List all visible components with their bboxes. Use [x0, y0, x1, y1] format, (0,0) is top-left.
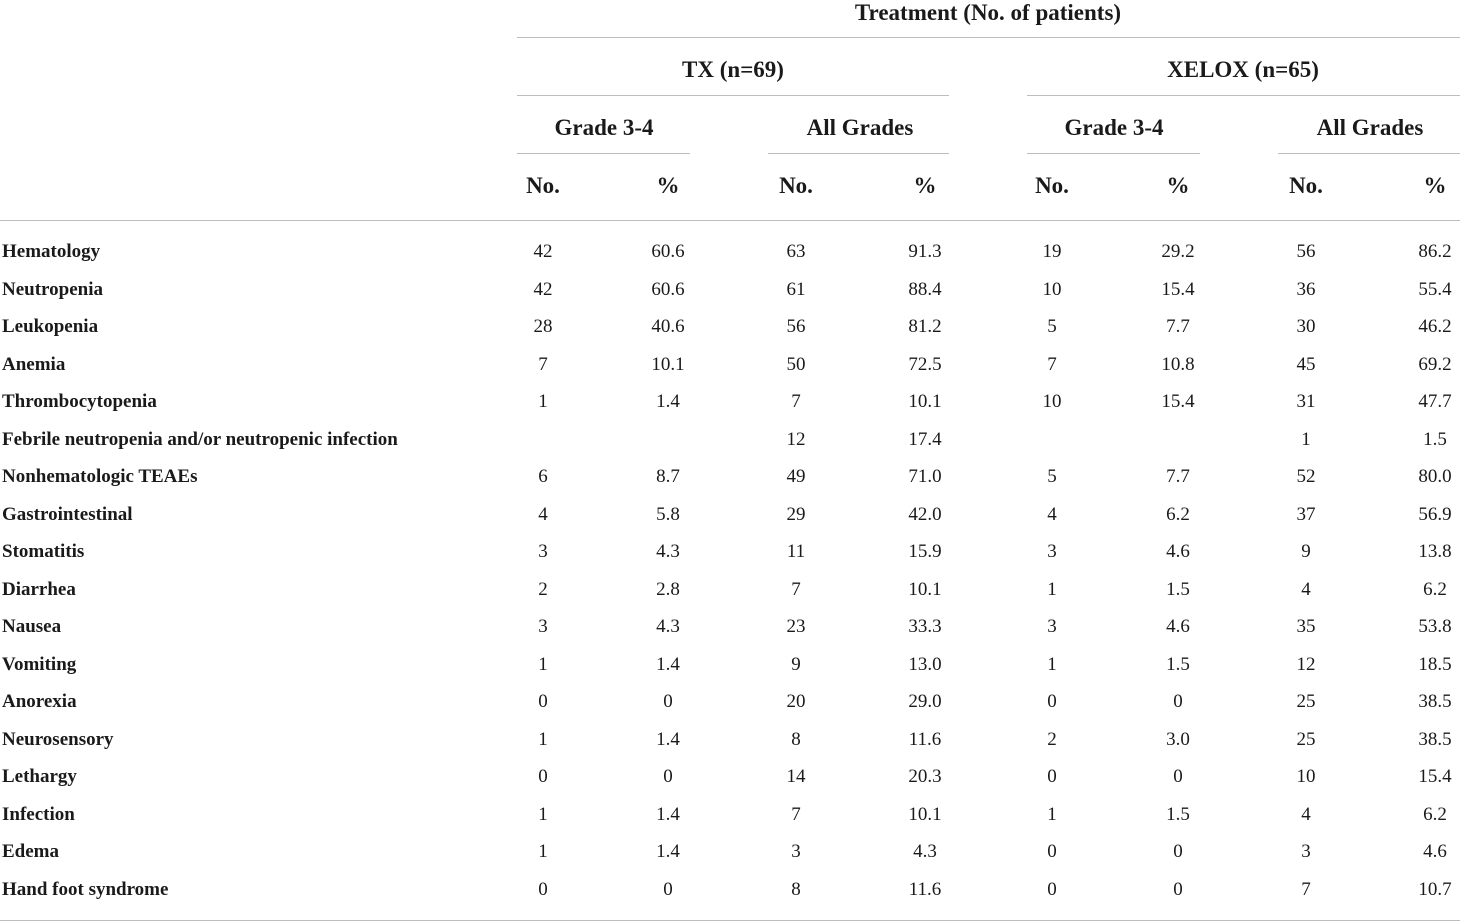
- table-cell: 11.6: [908, 728, 942, 750]
- group-header-tx: TX (n=69): [682, 57, 784, 82]
- table-bottom-rule: [0, 920, 1460, 921]
- table-cell: 7: [791, 578, 801, 600]
- table-cell: 6.2: [1166, 503, 1190, 525]
- table-cell: 10.7: [1418, 878, 1452, 900]
- table-cell: 3: [1047, 541, 1057, 562]
- table-cell: 10.1: [651, 353, 685, 375]
- table-cell: 7: [1047, 353, 1057, 375]
- table-cell: 47.7: [1418, 391, 1452, 412]
- table-cell: 45: [1296, 353, 1316, 375]
- subgroup-rule: [1278, 153, 1460, 154]
- table-cell: 15.4: [1161, 278, 1195, 300]
- table-cell: 10: [1296, 766, 1316, 787]
- row-label: Leukopenia: [2, 316, 99, 337]
- subgroup-rule: [768, 153, 949, 154]
- table-cell: 2.8: [656, 578, 680, 600]
- table-cell: 1.5: [1423, 428, 1447, 450]
- table-cell: 4: [1301, 578, 1311, 600]
- table-cell: 7: [791, 803, 801, 825]
- table-cell: 42: [533, 241, 553, 262]
- table-cell: 4.6: [1166, 541, 1190, 562]
- table-cell: 4.6: [1423, 841, 1447, 862]
- table-cell: 80.0: [1418, 466, 1452, 487]
- table-cell: 8.7: [656, 466, 680, 487]
- table-cell: 23: [786, 616, 806, 637]
- subgroup-rule: [517, 153, 690, 154]
- table-cell: 29.2: [1161, 241, 1195, 262]
- table-cell: 20.3: [908, 766, 942, 787]
- table-cell: 9: [1301, 541, 1311, 562]
- table-cell: 63: [786, 241, 806, 262]
- table-cell: 3: [538, 616, 548, 637]
- column-header-no: No.: [526, 173, 560, 198]
- table-cell: 52: [1296, 466, 1316, 487]
- table-cell: 6.2: [1423, 803, 1447, 825]
- row-label: Neurosensory: [2, 728, 114, 750]
- header-bottom-rule: [0, 220, 1460, 221]
- table-cell: 15.9: [908, 541, 942, 562]
- table-cell: 1: [538, 803, 548, 825]
- table-cell: 1: [538, 653, 548, 675]
- table-cell: 2: [538, 578, 548, 600]
- group-rule-tx: [517, 95, 949, 96]
- table-cell: 1.5: [1166, 653, 1190, 675]
- table-cell: 0: [1173, 878, 1183, 900]
- table-cell: 53.8: [1418, 616, 1452, 637]
- row-label: Vomiting: [2, 653, 77, 675]
- table-cell: 1.4: [656, 653, 680, 675]
- table-cell: 4.3: [656, 541, 680, 562]
- table-cell: 86.2: [1418, 241, 1452, 262]
- table-cell: 2: [1047, 728, 1057, 750]
- table-cell: 6.2: [1423, 578, 1447, 600]
- table-cell: 60.6: [651, 241, 685, 262]
- table-cell: 8: [791, 728, 801, 750]
- table-cell: 31: [1296, 391, 1316, 412]
- table-cell: 56: [786, 316, 806, 337]
- table-cell: 29.0: [908, 691, 942, 712]
- table-cell: 15.4: [1161, 391, 1195, 412]
- treatment-header: Treatment (No. of patients): [854, 0, 1122, 25]
- table-cell: 20: [786, 691, 806, 712]
- row-label: Stomatitis: [2, 541, 85, 562]
- table-cell: 1.4: [656, 841, 680, 862]
- table-cell: 18.5: [1418, 653, 1452, 675]
- row-label: Anorexia: [2, 691, 77, 712]
- row-label: Hand foot syndrome: [2, 878, 169, 900]
- column-header-percent: %: [1423, 173, 1447, 198]
- table-cell: 42: [533, 278, 553, 300]
- table-cell: 10.1: [908, 578, 942, 600]
- table-cell: 1.5: [1166, 578, 1190, 600]
- row-label: Infection: [2, 803, 75, 825]
- table-cell: 50: [786, 353, 806, 375]
- table-cell: 37: [1296, 503, 1316, 525]
- table-cell: 4.3: [913, 841, 937, 862]
- table-cell: 60.6: [651, 278, 685, 300]
- subgroup-header-tx-grade34: Grade 3-4: [554, 115, 654, 140]
- subgroup-header-xelox-allgrades: All Grades: [1316, 115, 1424, 140]
- table-cell: 13.0: [908, 653, 942, 675]
- table-cell: 35: [1296, 616, 1316, 637]
- table-cell: 0: [1047, 766, 1057, 787]
- column-header-no: No.: [1289, 173, 1323, 198]
- table-cell: 1: [538, 841, 548, 862]
- table-cell: 12: [1296, 653, 1316, 675]
- table-cell: 15.4: [1418, 766, 1452, 787]
- table-cell: 91.3: [908, 241, 942, 262]
- table-cell: 3: [1301, 841, 1311, 862]
- table-cell: 71.0: [908, 466, 942, 487]
- row-label: Gastrointestinal: [2, 503, 133, 525]
- column-header-percent: %: [656, 173, 680, 198]
- table-cell: 1: [538, 391, 548, 412]
- column-header-no: No.: [1035, 173, 1069, 198]
- table-cell: 5.8: [656, 503, 680, 525]
- table-cell: 1: [1047, 578, 1057, 600]
- table-cell: 3: [791, 841, 801, 862]
- table-cell: 1: [1047, 653, 1057, 675]
- table-cell: 11.6: [908, 878, 942, 900]
- column-header-no: No.: [779, 173, 813, 198]
- table-cell: 42.0: [908, 503, 942, 525]
- table-cell: 19: [1042, 241, 1062, 262]
- table-cell: 29: [786, 503, 806, 525]
- table-cell: 1: [1047, 803, 1057, 825]
- table-cell: 11: [786, 541, 806, 562]
- row-label: Diarrhea: [2, 578, 76, 600]
- table-cell: 12: [786, 428, 806, 450]
- table-cell: 0: [1047, 878, 1057, 900]
- table-cell: 30: [1296, 316, 1316, 337]
- table-cell: 4: [1301, 803, 1311, 825]
- table-cell: 3.0: [1166, 728, 1190, 750]
- table-cell: 8: [791, 878, 801, 900]
- table-cell: 0: [663, 691, 673, 712]
- table-cell: 1.5: [1166, 803, 1190, 825]
- table-cell: 5: [1047, 316, 1057, 337]
- table-cell: 7: [791, 391, 801, 412]
- table-cell: 81.2: [908, 316, 942, 337]
- table-cell: 56: [1296, 241, 1316, 262]
- table-cell: 1.4: [656, 728, 680, 750]
- table-cell: 55.4: [1418, 278, 1452, 300]
- table-cell: 25: [1296, 691, 1316, 712]
- table-cell: 61: [786, 278, 806, 300]
- row-label: Nonhematologic TEAEs: [2, 466, 198, 487]
- table-cell: 1.4: [656, 803, 680, 825]
- row-label: Febrile neutropenia and/or neutropenic infection: [2, 428, 398, 450]
- table-cell: 9: [791, 653, 801, 675]
- table-cell: 7.7: [1166, 316, 1190, 337]
- group-rule-xelox: [1027, 95, 1460, 96]
- table-cell: 10.1: [908, 803, 942, 825]
- subgroup-header-tx-allgrades: All Grades: [806, 115, 914, 140]
- row-label: Anemia: [2, 353, 66, 375]
- column-header-percent: %: [913, 173, 937, 198]
- table-cell: 10.8: [1161, 353, 1195, 375]
- table-cell: 40.6: [651, 316, 685, 337]
- table-cell: 3: [538, 541, 548, 562]
- table-cell: 7.7: [1166, 466, 1190, 487]
- table-cell: 4: [1047, 503, 1057, 525]
- table-cell: 38.5: [1418, 691, 1452, 712]
- table-cell: 4.6: [1166, 616, 1190, 637]
- table-cell: 1: [538, 728, 548, 750]
- table-cell: 17.4: [908, 428, 942, 450]
- table-cell: 7: [1301, 878, 1311, 900]
- table-cell: 0: [663, 878, 673, 900]
- table-cell: 10.1: [908, 391, 942, 412]
- table-cell: 0: [1173, 766, 1183, 787]
- row-label: Edema: [2, 841, 59, 862]
- table-cell: 14: [786, 766, 806, 787]
- table-cell: 38.5: [1418, 728, 1452, 750]
- table-cell: 0: [1173, 841, 1183, 862]
- treatment-rule: [517, 37, 1460, 38]
- table-cell: 56.9: [1418, 503, 1452, 525]
- row-label: Thrombocytopenia: [2, 391, 157, 412]
- row-label: Nausea: [2, 616, 62, 637]
- table-cell: 10: [1042, 278, 1062, 300]
- column-header-percent: %: [1166, 173, 1190, 198]
- row-label: Lethargy: [2, 766, 77, 787]
- subgroup-rule: [1027, 153, 1200, 154]
- table-cell: 5: [1047, 466, 1057, 487]
- table-cell: 25: [1296, 728, 1316, 750]
- table-cell: 72.5: [908, 353, 942, 375]
- table-cell: 0: [1173, 691, 1183, 712]
- table-cell: 10: [1042, 391, 1062, 412]
- table-cell: 1.4: [656, 391, 680, 412]
- table-cell: 6: [538, 466, 548, 487]
- table-cell: 0: [663, 766, 673, 787]
- table-cell: 13.8: [1418, 541, 1452, 562]
- table-cell: 36: [1296, 278, 1316, 300]
- table-cell: 28: [533, 316, 553, 337]
- table-cell: 0: [1047, 691, 1057, 712]
- table-cell: 4.3: [656, 616, 680, 637]
- table-cell: 0: [538, 878, 548, 900]
- table-cell: 3: [1047, 616, 1057, 637]
- table-cell: 0: [538, 766, 548, 787]
- table-cell: 1: [1301, 428, 1311, 450]
- table-cell: 33.3: [908, 616, 942, 637]
- table-cell: 4: [538, 503, 548, 525]
- row-label: Neutropenia: [2, 278, 103, 300]
- group-header-xelox: XELOX (n=65): [1167, 57, 1319, 82]
- table-cell: 0: [538, 691, 548, 712]
- table-cell: 88.4: [908, 278, 942, 300]
- subgroup-header-xelox-grade34: Grade 3-4: [1064, 115, 1164, 140]
- table-cell: 69.2: [1418, 353, 1452, 375]
- table-cell: 46.2: [1418, 316, 1452, 337]
- table-cell: 7: [538, 353, 548, 375]
- row-label: Hematology: [2, 241, 101, 262]
- table-cell: 0: [1047, 841, 1057, 862]
- table-cell: 49: [786, 466, 806, 487]
